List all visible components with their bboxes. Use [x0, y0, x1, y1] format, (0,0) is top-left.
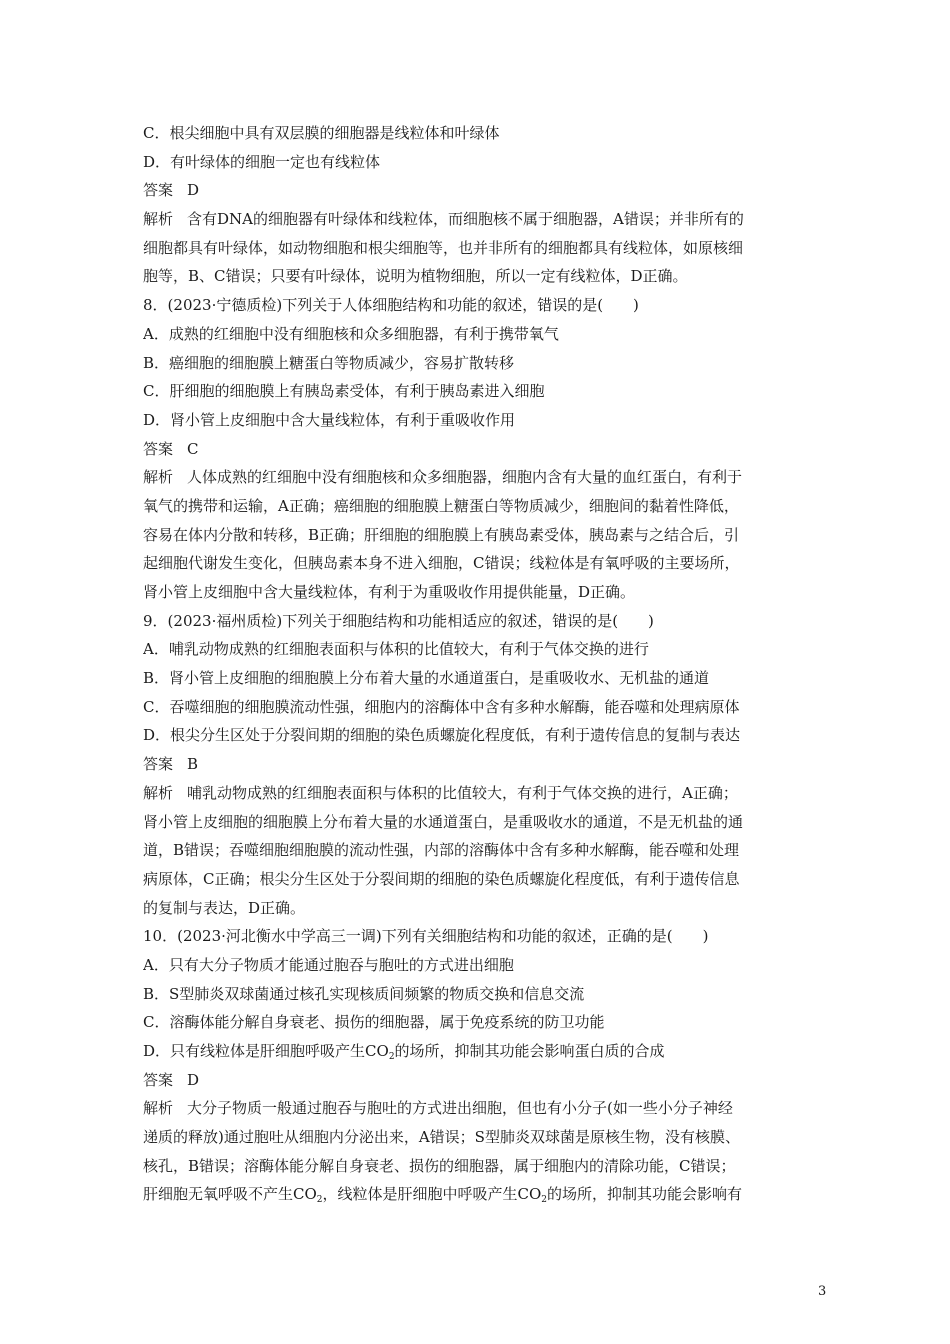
analysis-text: 的场所，抑制其功能会影响有 — [547, 1185, 743, 1204]
answer-value: C — [187, 439, 199, 458]
q7-analysis-line — [143, 205, 811, 234]
answer-value: B — [187, 755, 199, 774]
analysis-text: 人体成熟的红细胞中没有细胞核和众多细胞器，细胞内含有大量的血红蛋白，有利于 — [187, 468, 743, 487]
q7-option-c: C．根尖细胞中具有双层膜的细胞器是线粒体和叶绿体 — [143, 124, 500, 142]
analysis-label: 解析 — [143, 1099, 174, 1118]
q10-answer — [143, 1066, 811, 1095]
analysis-label: 解析 — [143, 783, 174, 802]
option-d-text: 的场所，抑制其功能会影响蛋白质的合成 — [394, 1042, 665, 1060]
q8-option-b: B．癌细胞的细胞膜上糖蛋白等物质减少，容易扩散转移 — [143, 353, 515, 372]
page-content — [143, 119, 811, 1209]
q8-analysis-line: 氧气的携带和运输，A正确；癌细胞的细胞膜上糖蛋白等物质减少，细胞间的黏着性降低， — [143, 496, 739, 515]
q8-option-a: A．成熟的红细胞中没有细胞核和众多细胞器，有利于携带氧气 — [143, 324, 559, 343]
answer-value: D — [187, 181, 200, 200]
option-d-text: D．只有线粒体是肝细胞呼吸产生CO — [143, 1042, 389, 1060]
q7-analysis-line: 胞等，B、C错误；只要有叶绿体，说明为植物细胞，所以一定有线粒体，D正确。 — [143, 267, 688, 286]
q9-analysis-line: 的复制与表达，D正确。 — [143, 898, 306, 917]
subscript: 2 — [316, 1195, 323, 1206]
q8-option-d: D．肾小管上皮细胞中含大量线粒体，有利于重吸收作用 — [143, 410, 516, 429]
answer-label: 答案 — [143, 439, 174, 458]
analysis-label: 解析 — [143, 468, 174, 487]
page-number: 3 — [818, 1284, 827, 1299]
q8-analysis-line: 容易在体内分散和转移，B正确；肝细胞的细胞膜上有胰岛素受体，胰岛素与之结合后，引 — [143, 525, 740, 544]
q8-option-c: C．肝细胞的细胞膜上有胰岛素受体，有利于胰岛素进入细胞 — [143, 382, 545, 401]
analysis-text: 肝细胞无氧呼吸不产生CO — [143, 1185, 317, 1204]
analysis-text: 哺乳动物成熟的红细胞表面积与体积的比值较大，有利于气体交换的进行，A正确； — [187, 783, 738, 802]
q9-answer — [143, 750, 811, 779]
analysis-label: 解析 — [143, 210, 174, 229]
q7-option-d: D．有叶绿体的细胞一定也有线粒体 — [143, 152, 381, 171]
q8-analysis-line: 起细胞代谢发生变化，但胰岛素本身不进入细胞，C错误；线粒体是有氧呼吸的主要场所， — [143, 554, 740, 573]
answer-value: D — [187, 1070, 200, 1089]
q7-answer — [143, 176, 811, 205]
answer-label: 答案 — [143, 181, 174, 200]
q8-stem: 8．(2023·宁德质检)下列关于人体细胞结构和功能的叙述，错误的是( ) — [143, 296, 639, 315]
analysis-text: 含有DNA的细胞器有叶绿体和线粒体，而细胞核不属于细胞器，A错误；并非所有的 — [187, 210, 744, 229]
analysis-text: 大分子物质一般通过胞吞与胞吐的方式进出细胞，但也有小分子(如一些小分子神经 — [187, 1099, 733, 1118]
answer-label: 答案 — [143, 755, 174, 774]
q9-analysis-line: 道，B错误；吞噬细胞细胞膜的流动性强，内部的溶酶体中含有多种水解酶，能吞噬和处理 — [143, 841, 740, 860]
q10-option-b: B．S型肺炎双球菌通过核孔实现核质间频繁的物质交换和信息交流 — [143, 984, 585, 1003]
q10-analysis-line — [143, 1094, 811, 1123]
q9-stem: 9．(2023·福州质检)下列关于细胞结构和功能相适应的叙述，错误的是( ) — [143, 611, 654, 630]
q8-analysis-line: 肾小管上皮细胞中含大量线粒体，有利于为重吸收作用提供能量，D正确。 — [143, 583, 636, 601]
q10-option-c: C．溶酶体能分解自身衰老、损伤的细胞器，属于免疫系统的防卫功能 — [143, 1013, 605, 1032]
q10-analysis-line — [143, 1180, 811, 1209]
q10-stem: 10．(2023·河北衡水中学高三一调)下列有关细胞结构和功能的叙述，正确的是( ) — [143, 927, 709, 946]
subscript: 2 — [388, 1052, 395, 1062]
q9-analysis-line: 病原体，C正确；根尖分生区处于分裂间期的细胞的染色质螺旋化程度低，有利于遗传信息 — [143, 869, 740, 888]
q10-analysis-line: 递质的释放)通过胞吐从细胞内分泌出来，A错误；S型肺炎双球菌是原核生物，没有核膜、 — [143, 1128, 740, 1147]
subscript: 2 — [541, 1195, 548, 1206]
q10-option-d — [143, 1037, 811, 1066]
q10-analysis-line: 核孔，B错误；溶酶体能分解自身衰老、损伤的细胞器，属于细胞内的清除功能，C错误； — [143, 1156, 736, 1175]
q7-analysis-line: 细胞都具有叶绿体，如动物细胞和根尖细胞等，也并非所有的细胞都具有线粒体，如原核细 — [143, 238, 744, 257]
q9-option-b: B．肾小管上皮细胞的细胞膜上分布着大量的水通道蛋白，是重吸收水、无机盐的通道 — [143, 669, 710, 688]
answer-label: 答案 — [143, 1070, 174, 1089]
analysis-text: ，线粒体是肝细胞中呼吸产生CO — [322, 1185, 542, 1204]
q9-option-d: D．根尖分生区处于分裂间期的细胞的染色质螺旋化程度低，有利于遗传信息的复制与表达 — [143, 726, 741, 745]
q8-answer — [143, 435, 811, 464]
q10-option-a: A．只有大分子物质才能通过胞吞与胞吐的方式进出细胞 — [143, 955, 514, 974]
q8-analysis-line — [143, 463, 811, 492]
q9-analysis-line: 肾小管上皮细胞的细胞膜上分布着大量的水通道蛋白，是重吸收水的通道，不是无机盐的通 — [143, 812, 744, 831]
q9-option-a: A．哺乳动物成熟的红细胞表面积与体积的比值较大，有利于气体交换的进行 — [143, 640, 649, 659]
q9-analysis-line — [143, 779, 811, 808]
q9-option-c: C．吞噬细胞的细胞膜流动性强，细胞内的溶酶体中含有多种水解酶，能吞噬和处理病原体 — [143, 697, 740, 716]
